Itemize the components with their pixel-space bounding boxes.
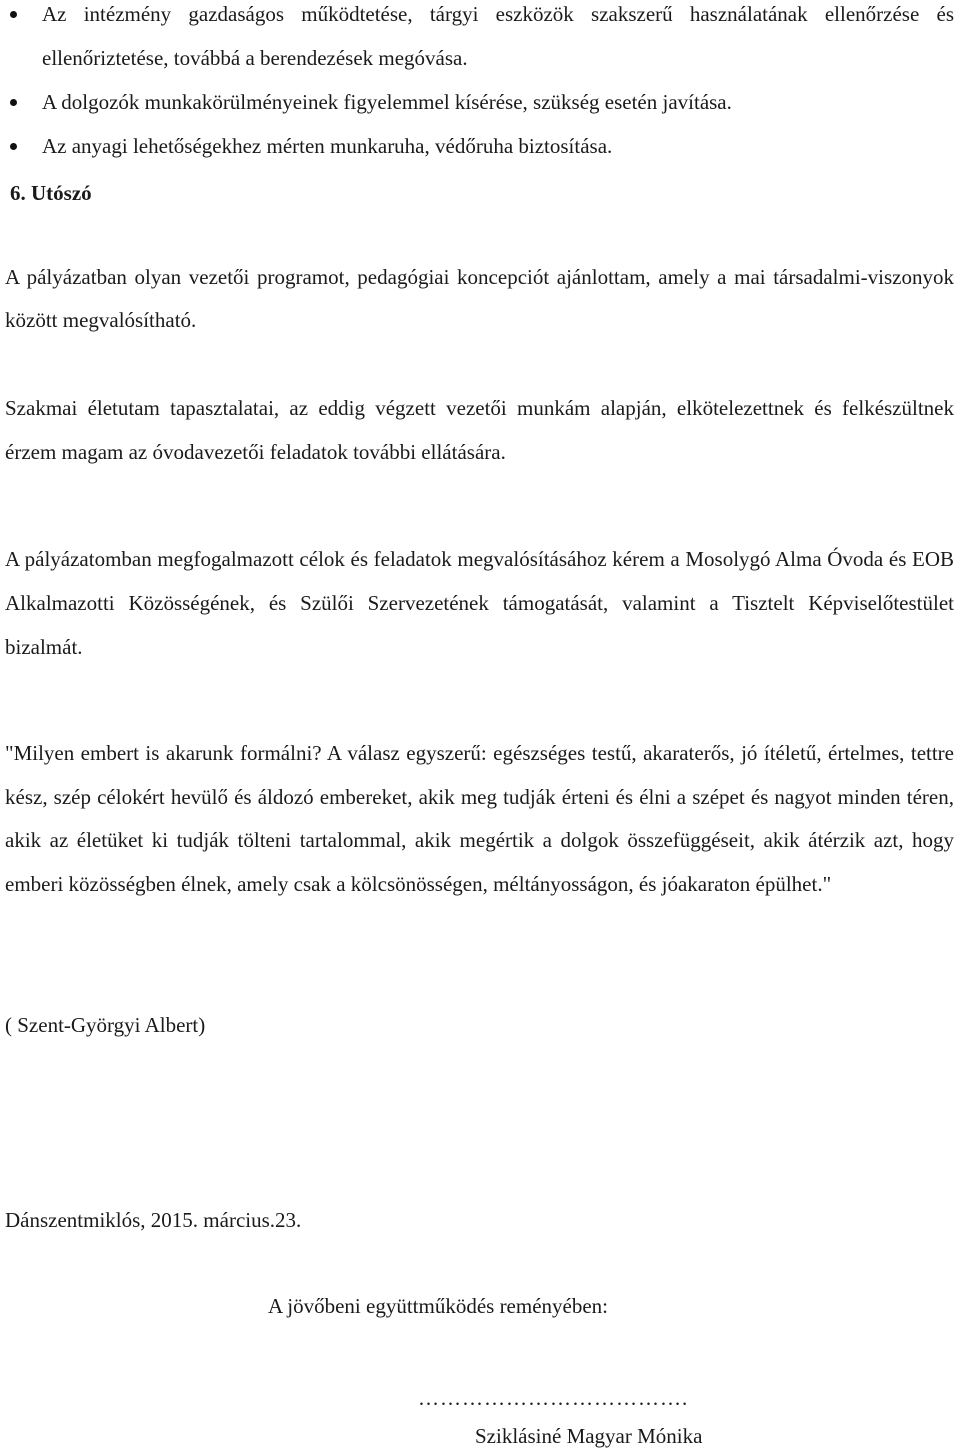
bullet-marker [10,11,17,18]
signature-line: ………………………………. [418,1386,689,1410]
bullet-marker [10,99,17,106]
quote-paragraph: "Milyen embert is akarunk formálni? A válasz egyszerű: egészséges testű, akaraterős, jó ítéletű, értelmes, tettre kész, szép célokért hevülő és áldozó embereket, akik meg tudják érteni és élni a szépet és nagyot minden téren, akik az életüket ki tudják tölteni tartalommal, akik megértik a dolgok összefüggéseit, akik átérzik azt, hogy emberi közösségben élnek, amely csak a kölcsönösségen, méltányosságon, és jóakaraton épülhet." [5,741,954,896]
bullet-item-2: A dolgozók munkakörülményeinek figyelemmel kísérése, szükség esetén javítása. [42,90,732,114]
closing-line: A jövőbeni együttműködés reményében: [268,1294,609,1318]
paragraph-intro: A pályázatban olyan vezetői programot, pedagógiai koncepciót ajánlottam, amely a mai társadalmi-viszonyok között megvalósítható. [5,265,954,332]
paragraph-experience: Szakmai életutam tapasztalatai, az eddig végzett vezetői munkám alapján, elkötelezettnek és felkészültnek érzem magam az óvodavezetői feladatok további ellátására. [5,396,954,464]
place-date: Dánszentmiklós, 2015. március.23. [5,1208,302,1232]
bullet-item-3: Az anyagi lehetőségekhez mérten munkaruha, védőruha biztosítása. [42,134,613,158]
quote-author: ( Szent-Györgyi Albert) [5,1013,206,1037]
bullet-marker [10,143,17,150]
paragraph-support: A pályázatomban megfogalmazott célok és feladatok megvalósításához kérem a Mosolygó Alma Óvoda és EOB Alkalmazotti Közösségének, és Szülői Szervezetének támogatását, valamint a Tisztelt Képviselőtestület bizalmát. [5,547,954,659]
bullet-item-1: Az intézmény gazdaságos működtetése, tárgyi eszközök szakszerű használatának ellenőrzése és ellenőriztetése, továbbá a berendezések megóvása. [42,2,954,70]
signatory-name: Sziklásiné Magyar Mónika [475,1424,703,1448]
section-heading: 6. Utószó [10,181,92,205]
